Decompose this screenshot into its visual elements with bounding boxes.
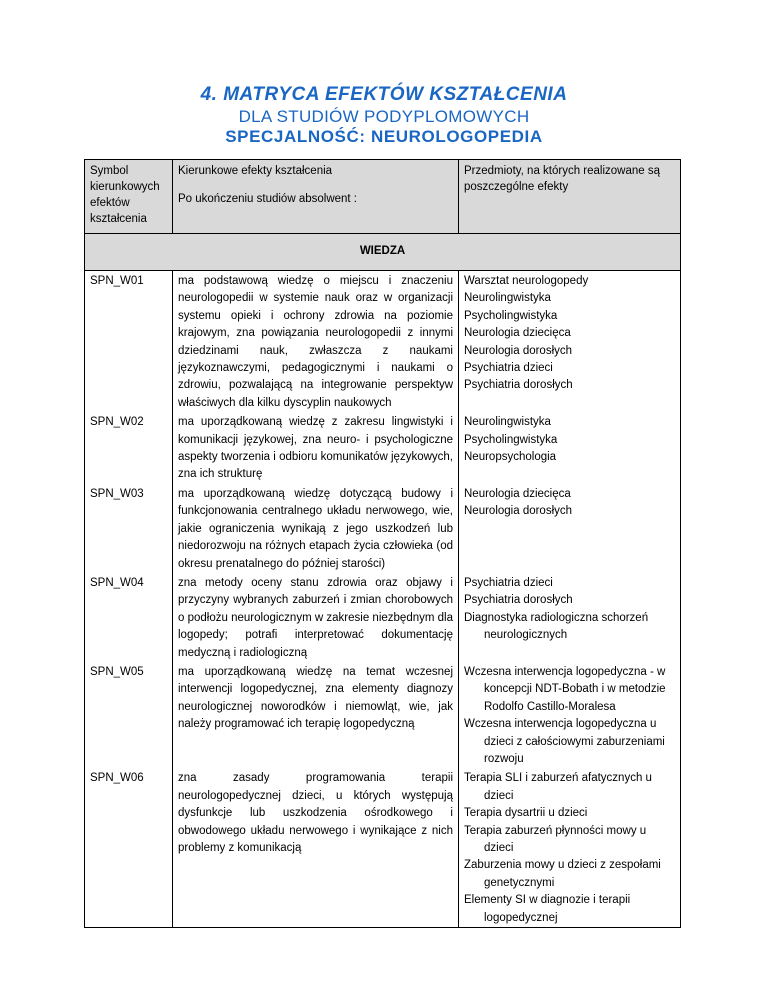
subject-item: Psycholingwistyka bbox=[464, 309, 558, 322]
row-symbol: SPN_W02 bbox=[85, 412, 173, 484]
subject-item: Terapia zaburzeń płynności mowy u dzieci bbox=[464, 824, 647, 854]
header-effects-title: Kierunkowe efekty kształcenia bbox=[178, 165, 333, 177]
row-subjects bbox=[459, 573, 681, 662]
table-row bbox=[85, 662, 681, 768]
subject-item: Psychiatria dzieci bbox=[464, 576, 553, 589]
effects-matrix-table bbox=[84, 159, 681, 928]
subject-item: Neurologia dziecięca bbox=[464, 327, 571, 340]
row-symbol: SPN_W03 bbox=[85, 484, 173, 573]
section-title: WIEDZA bbox=[85, 234, 681, 271]
header-effects-subtitle: Po ukończeniu studiów absolwent : bbox=[178, 193, 357, 205]
subject-item: Neurologia dorosłych bbox=[464, 344, 573, 357]
title-line-1: 4. MATRYCA EFEKTÓW KSZTAŁCENIA bbox=[200, 84, 568, 105]
row-symbol: SPN_W01 bbox=[85, 271, 173, 413]
subject-item: Wczesna interwencja logopedyczna - w koncepcji NDT-Bobath i w metodzie Rodolfo Castillo-Moralesa bbox=[464, 665, 666, 713]
subject-item: Terapia dysartrii u dzieci bbox=[464, 807, 588, 820]
subject-item: Neurologia dziecięca bbox=[464, 487, 571, 500]
table-row bbox=[85, 573, 681, 662]
row-subjects bbox=[459, 768, 681, 927]
table-row bbox=[85, 484, 681, 573]
subject-item: Zaburzenia mowy u dzieci z zespołami genetycznymi bbox=[464, 859, 661, 889]
table-header-row bbox=[85, 160, 681, 234]
header-subjects: Przedmioty, na których realizowane są poszczególne efekty bbox=[459, 160, 681, 234]
row-description: zna zasady programowania terapii neurologopedycznej dzieci, u których występują dysfunkcje lub uszkodzenia ośrodkowego i obwodowego układu nerwowego i wynikające z nich problemy z komunikacją bbox=[173, 768, 459, 927]
subject-item: Neurologia dorosłych bbox=[464, 505, 573, 518]
row-description: ma uporządkowaną wiedzę na temat wczesnej interwencji logopedycznej, zna elementy diagnozy neurologicznej noworodków i niemowląt, wie, jak należy programować ich terapię logopedyczną bbox=[173, 662, 459, 768]
table-row bbox=[85, 768, 681, 927]
row-subjects bbox=[459, 412, 681, 484]
table-row bbox=[85, 271, 681, 413]
subject-item: Psychiatria dorosłych bbox=[464, 594, 573, 607]
row-symbol: SPN_W06 bbox=[85, 768, 173, 927]
row-description: zna metody oceny stanu zdrowia oraz objawy i przyczyny wybranych zaburzeń i zmian chorobowych o podłożu neurologicznym w zakresie niezbędnym dla logopedy; potrafi interpretować dokumentację medyczną i radiologiczną bbox=[173, 573, 459, 662]
subject-item: Psychiatria dzieci bbox=[464, 362, 553, 375]
subject-item: Elementy SI w diagnozie i terapii logopedycznej bbox=[464, 894, 631, 924]
subject-item: Warsztat neurologopedy bbox=[464, 275, 589, 287]
header-effects bbox=[173, 160, 459, 234]
row-subjects bbox=[459, 484, 681, 573]
subject-item: Neuropsychologia bbox=[464, 451, 557, 464]
subject-item: Wczesna interwencja logopedyczna u dzieci z całościowymi zaburzeniami rozwoju bbox=[464, 718, 665, 765]
header-symbol: Symbol kierunkowych efektów kształcenia bbox=[85, 160, 173, 234]
row-symbol: SPN_W05 bbox=[85, 662, 173, 768]
subject-item: Diagnostyka radiologiczna schorzeń neurologicznych bbox=[464, 611, 649, 642]
subject-item: Psycholingwistyka bbox=[464, 433, 558, 446]
subject-item: Terapia SLI i zaburzeń afatycznych u dzieci bbox=[464, 772, 652, 802]
subject-item: Psychiatria dorosłych bbox=[464, 379, 573, 392]
row-symbol: SPN_W04 bbox=[85, 573, 173, 662]
title-line-2: DLA STUDIÓW PODYPLOMOWYCH bbox=[238, 107, 530, 126]
row-subjects bbox=[459, 271, 681, 413]
table-row bbox=[85, 412, 681, 484]
row-description: ma uporządkowaną wiedzę z zakresu lingwistyki i komunikacji językowej, zna neuro- i psychologiczne aspekty tworzenia i odbioru komunikatów językowych, zna ich strukturę bbox=[173, 412, 459, 484]
subject-item: Neurolingwistyka bbox=[464, 416, 551, 429]
title-line-3: SPECJALNOŚĆ: NEUROLOGOPEDIA bbox=[225, 127, 543, 146]
section-row bbox=[85, 234, 681, 271]
row-subjects bbox=[459, 662, 681, 768]
subject-item: Neurolingwistyka bbox=[464, 292, 551, 305]
row-description: ma uporządkowaną wiedzę dotyczącą budowy i funkcjonowania centralnego układu nerwowego, wie, jakie ograniczenia wynikają z jego uszkodzeń lub niedorozwoju na różnych etapach życia człowieka (od okresu prenatalnego do później starości) bbox=[173, 484, 459, 573]
row-description: ma podstawową wiedzę o miejscu i znaczeniu neurologopedii w systemie nauk oraz w organizacji systemu opieki i ochrony zdrowia na poziomie krajowym, zna powiązania neurologopedii z innymi dziedzinami nauk, zwłaszcza z naukami językoznawczymi, pedagogicznymi i naukami o zdrowiu, pozwalającą na integrowanie perspektyw właściwych dla kilku dyscyplin naukowych bbox=[173, 271, 459, 413]
